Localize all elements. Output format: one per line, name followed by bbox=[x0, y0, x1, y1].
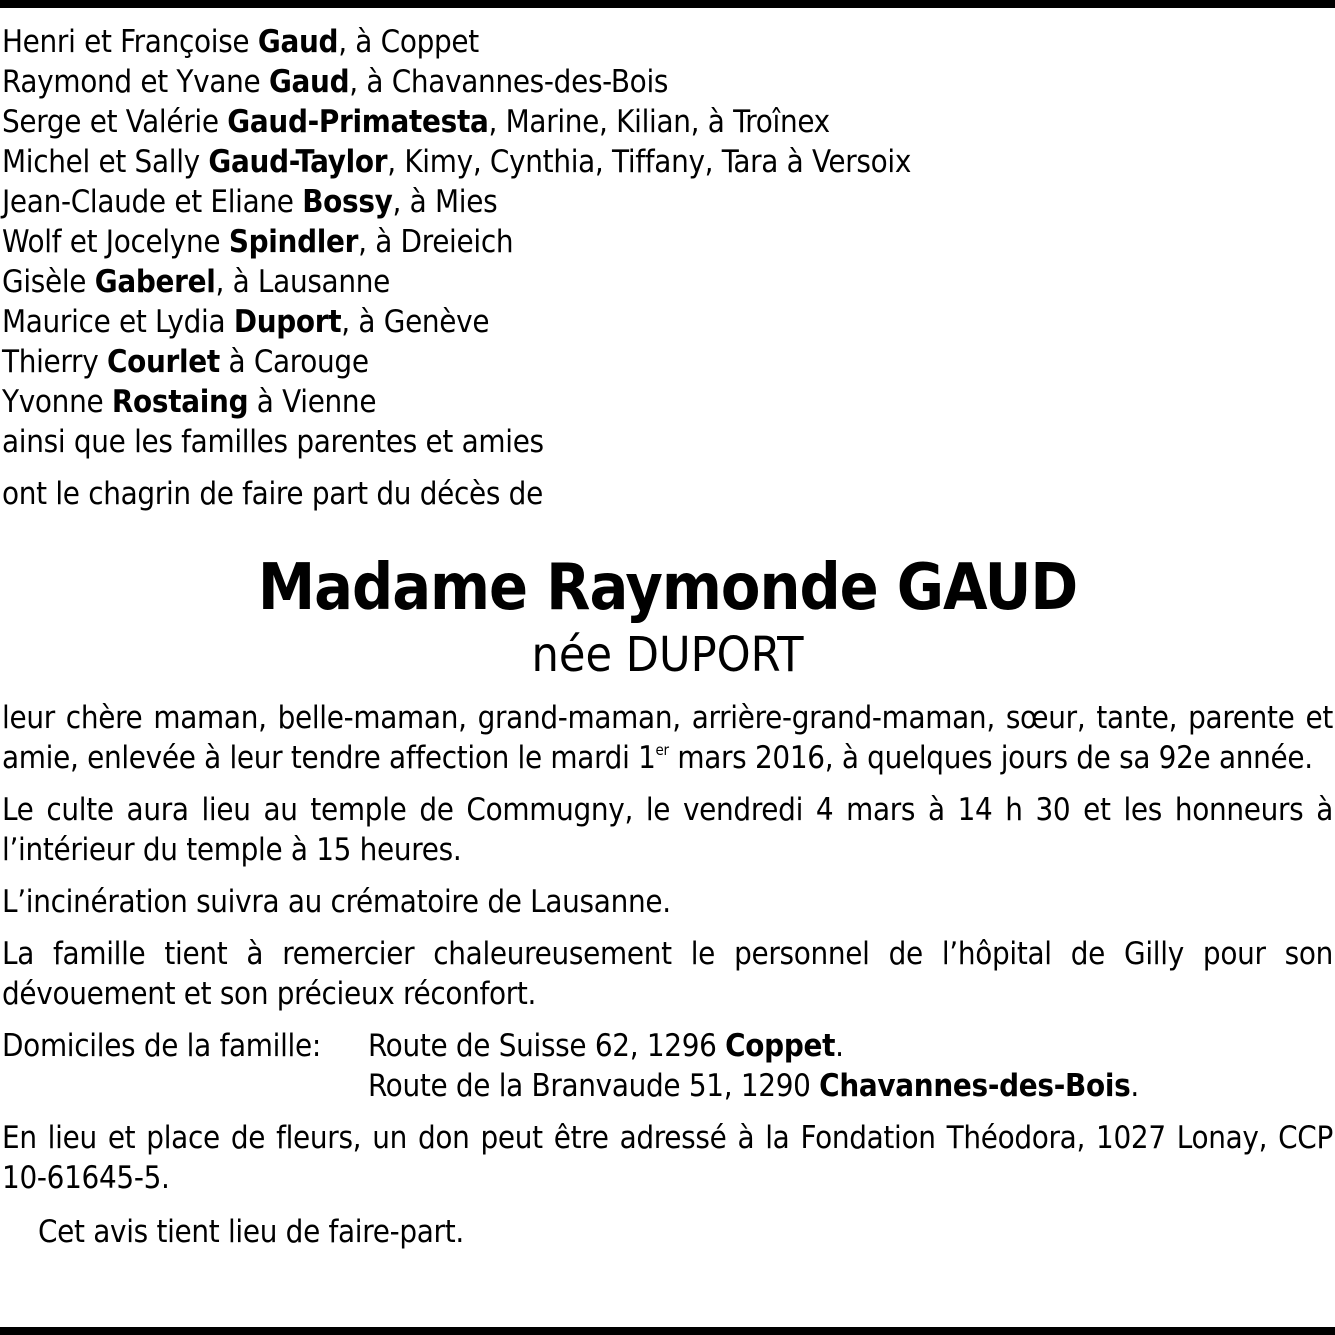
mourner-line: Maurice et Lydia Duport, à Genève bbox=[2, 304, 490, 340]
service-paragraph: Le culte aura lieu au temple de Commugny, le vendredi 4 mars à 14 h 30 et les honneurs à l’intérieur du temple à 15 heures. bbox=[2, 792, 1333, 868]
notice-content bbox=[2, 22, 1333, 1252]
top-rule bbox=[0, 0, 1335, 8]
domicile-address: Route de Suisse 62, 1296 Coppet. bbox=[368, 1028, 844, 1064]
mourner-line: Michel et Sally Gaud-Taylor, Kimy, Cynthia, Tiffany, Tara à Versoix bbox=[2, 144, 912, 180]
mourner-line: Wolf et Jocelyne Spindler, à Dreieich bbox=[2, 224, 514, 260]
domiciles-label: Domiciles de la famille: bbox=[2, 1028, 321, 1064]
domiciles-block bbox=[2, 1026, 1333, 1106]
thanks-paragraph: La famille tient à remercier chaleureusement le personnel de l’hôpital de Gilly pour son dévouement et son précieux réconfort. bbox=[2, 936, 1333, 1012]
mourner-line: Jean-Claude et Eliane Bossy, à Mies bbox=[2, 184, 498, 220]
announcement-intro: ont le chagrin de faire part du décès de bbox=[2, 476, 543, 512]
mourner-line: Yvonne Rostaing à Vienne bbox=[2, 384, 377, 420]
mourner-line: Raymond et Yvane Gaud, à Chavannes-des-Bois bbox=[2, 64, 669, 100]
mourner-line: Gisèle Gaberel, à Lausanne bbox=[2, 264, 390, 300]
domicile-address: Route de la Branvaude 51, 1290 Chavannes-des-Bois. bbox=[368, 1068, 1139, 1104]
closing-note: Cet avis tient lieu de faire-part. bbox=[38, 1214, 464, 1250]
donation-paragraph: En lieu et place de fleurs, un don peut être adressé à la Fondation Théodora, 1027 Lonay, CCP 10-61645-5. bbox=[2, 1120, 1333, 1196]
ordinal-superscript: er bbox=[655, 741, 669, 759]
cremation-paragraph: L’incinération suivra au crématoire de Lausanne. bbox=[2, 884, 671, 920]
maiden-name: née DUPORT bbox=[531, 627, 804, 683]
mourners-list bbox=[2, 22, 1333, 462]
bottom-rule bbox=[0, 1327, 1335, 1335]
mourner-line: Henri et Françoise Gaud, à Coppet bbox=[2, 24, 479, 60]
relation-paragraph: leur chère maman, belle-maman, grand-maman, arrière-grand-maman, sœur, tante, parente et amie, enlevée à leur tendre affection le mardi 1er mars 2016, à quelques jours de sa 92e année. bbox=[2, 700, 1333, 776]
mourner-line: Thierry Courlet à Carouge bbox=[2, 344, 369, 380]
mourner-line: Serge et Valérie Gaud-Primatesta, Marine, Kilian, à Troînex bbox=[2, 104, 830, 140]
mourner-line: ainsi que les familles parentes et amies bbox=[2, 424, 544, 460]
deceased-name: Madame Raymonde GAUD bbox=[257, 551, 1078, 625]
